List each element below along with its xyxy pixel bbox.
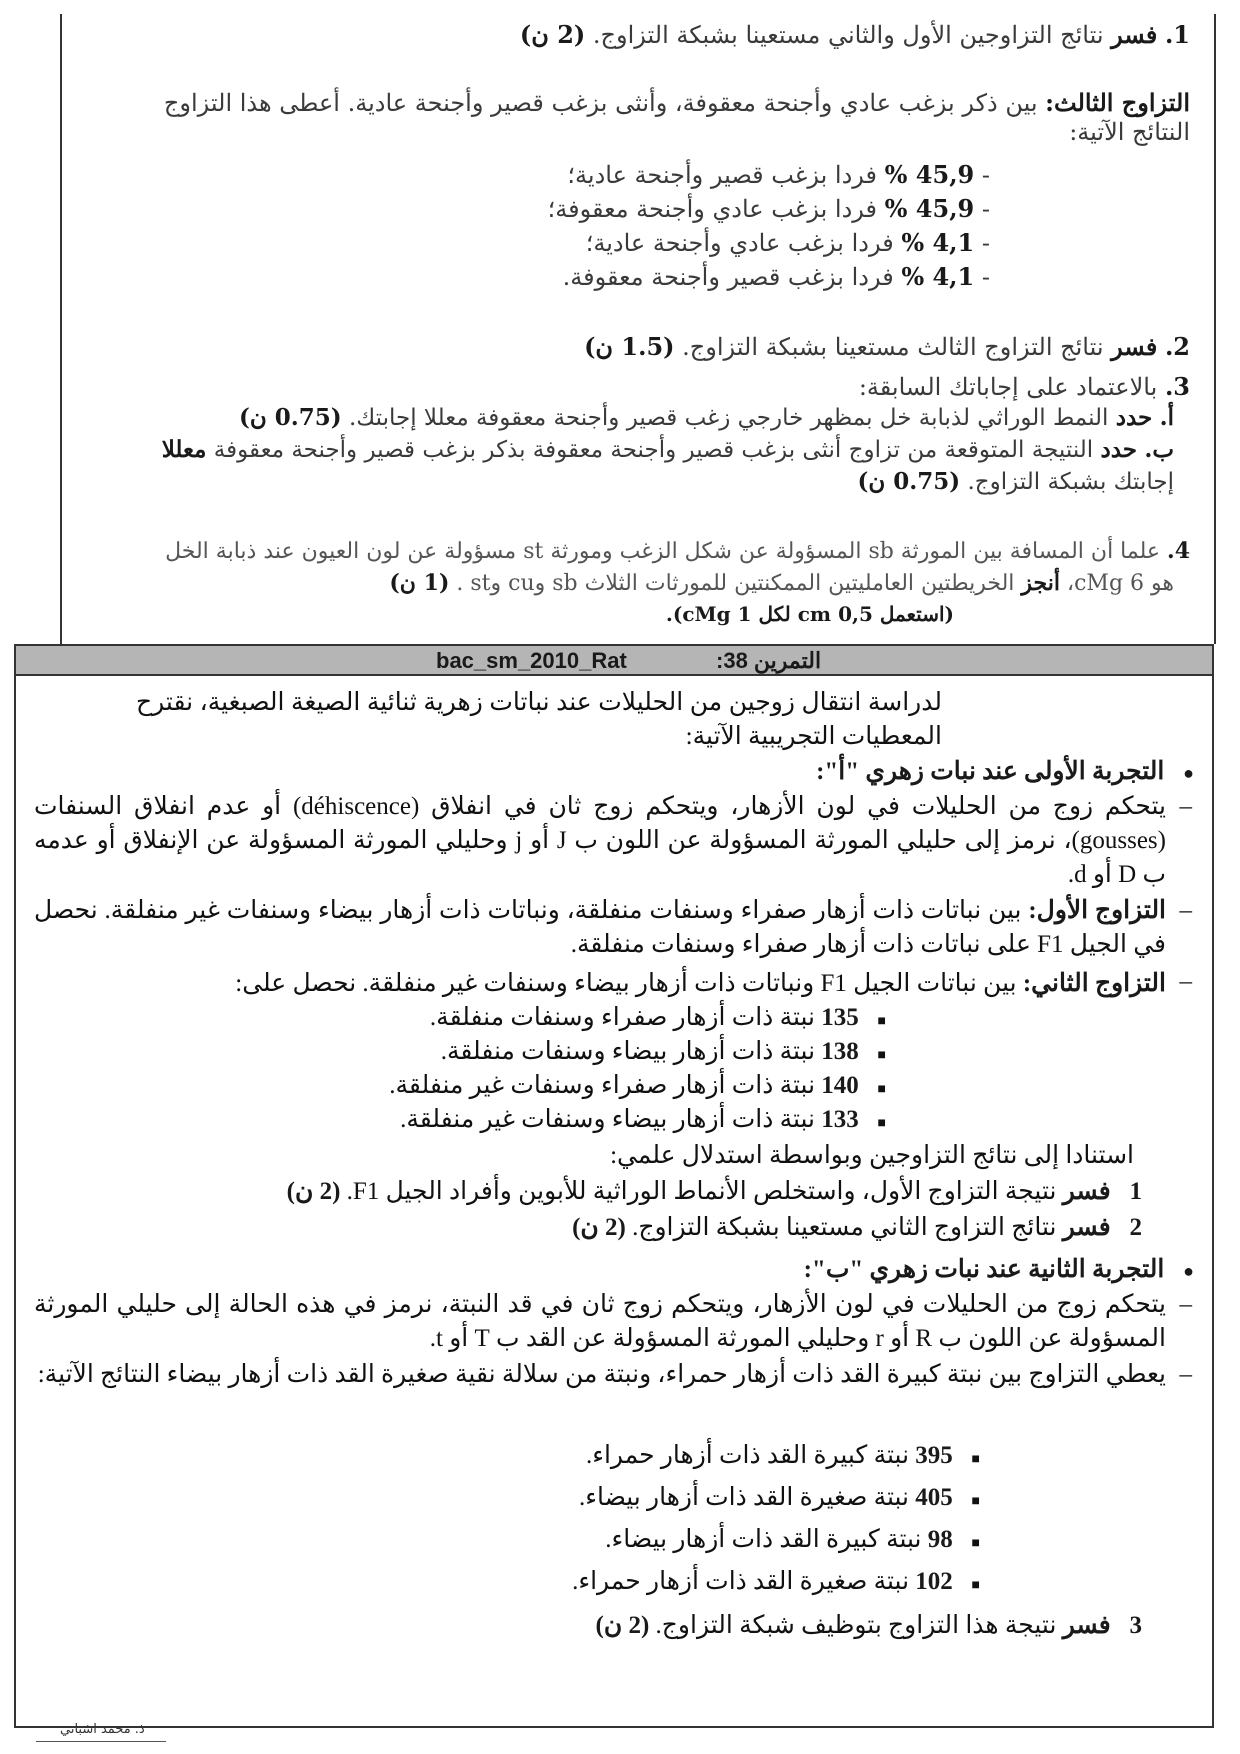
- list-item: ■ 395 نبتة كبيرة القد ذات أزهار حمراء.: [585, 1442, 980, 1469]
- result-item: - 4,1 % فردا بزغب قصير وأجنحة معقوفة.: [562, 262, 990, 291]
- list-item: ■ 405 نبتة صغيرة القد ذات أزهار بيضاء.: [578, 1484, 980, 1511]
- page-bottom-border: [14, 1726, 1214, 1728]
- question-4-line-2: هو 6 cMg، أنجز الخريطتين العامليتين الممكنتين للمورثات الثلاث sb وcu وst . (1 ن): [389, 570, 1174, 596]
- intro-paragraph: لدراسة انتقال زوجين من الحليلات عند نباتات زهرية ثنائية الصيغة الصبغية، نقترح المعطيات التجريبية الآتية:: [136, 689, 942, 750]
- experiment-2-description: – يتحكم زوج من الحليلات في لون الأزهار، ويتحكم زوج ثان في قد النبتة، نرمز في هذه الحالة إلى حليلي المورثة المسؤولة عن اللون ب R أو r وحليلي المورثة المسؤولة عن القد ب T أو t.: [34, 1291, 1192, 1352]
- list-item: ■ 135 نبتة ذات أزهار صفراء وسنفات منفلقة.: [429, 1004, 886, 1031]
- reasoning-lead: استنادا إلى نتائج التزاوجين وبواسطة استدلال علمي:: [610, 1142, 1134, 1169]
- list-item: ■ 102 نبتة صغيرة القد ذات أزهار حمراء.: [572, 1568, 980, 1595]
- upper-section: [60, 14, 1216, 644]
- square-bullet-icon: ■: [877, 1116, 886, 1131]
- question-4-line-1: 4. علما أن المسافة بين المورثة sb المسؤولة عن شكل الزغب ومورثة st مسؤولة عن لون العيون عند ذبابة الخل: [165, 538, 1190, 564]
- question-3a: أ. حدد النمط الوراثي لذبابة خل بمظهر خارجي زغب قصير وأجنحة معقوفة معللا إجابتك. (0.75 ن): [238, 404, 1174, 431]
- question-4-note: (استعمل 0,5 cm لكل 1 cMg).: [665, 602, 954, 626]
- question-2: 2. فسر نتائج التزاوج الثالث مستعينا بشبكة التزاوج. (1.5 ن): [584, 332, 1190, 361]
- experiment-1-question-2: 2 فسر نتائج التزاوج الثاني مستعينا بشبكة التزاوج. (2 ن): [572, 1214, 1142, 1241]
- exercise-title-bar: [14, 644, 1214, 676]
- square-bullet-icon: ■: [971, 1578, 980, 1593]
- cross-3-line-1: التزاوج الثالث: بين ذكر بزغب عادي وأجنحة معقوفة، وأنثى بزغب قصير وأجنحة عادية. أعطى هذا التزاوج: [163, 88, 1190, 117]
- question-3b-cont: إجابتك بشبكة التزاوج. (0.75 ن): [857, 468, 1174, 495]
- lower-section: [14, 676, 1214, 1726]
- question-3b: ب. حدد النتيجة المتوقعة من تزاوج أنثى بزغب قصير وأجنحة معقوفة بذكر بزغب قصير وأجنحة معقوفة معللا: [161, 436, 1174, 463]
- experiment-2-title: ● التجربة الثانية عند نبات زهري "ب":: [804, 1254, 1194, 1284]
- question-1: 1. فسر نتائج التزاوجين الأول والثاني مستعينا بشبكة التزاوج. (2 ن): [519, 20, 1190, 49]
- experiment-1-description: – يتحكم زوج من الحليلات في لون الأزهار، ويتحكم زوج ثان في انفلاق (déhiscence) أو عدم انفلاق السنفات (gousses)، نرمز إلى حليلي المورثة المسؤولة عن اللون ب J أو j وحليلي المورثة المسؤولة عن الإنفلاق أو عدمه ب D أو d.: [34, 793, 1192, 888]
- list-item: ■ 138 نبتة ذات أزهار بيضاء وسنفات منفلقة.: [440, 1038, 886, 1065]
- result-item: - 45,9 % فردا بزغب عادي وأجنحة معقوفة؛: [547, 194, 990, 223]
- experiment-1-cross-2: – التزاوج الثاني: بين نباتات الجيل F1 ونباتات ذات أزهار بيضاء وسنفات غير منفلقة. نحصل على:: [235, 968, 1192, 997]
- list-item: ■ 133 نبتة ذات أزهار بيضاء وسنفات غير منفلقة.: [400, 1106, 886, 1133]
- result-item: - 4,1 % فردا بزغب عادي وأجنحة عادية؛: [585, 228, 990, 257]
- experiment-2-cross: – يعطي التزاوج بين نبتة كبيرة القد ذات أزهار حمراء، ونبتة من سلالة نقية صغيرة القد ذات أزهار بيضاء النتائج الآتية:: [37, 1361, 1192, 1388]
- square-bullet-icon: ■: [877, 1082, 886, 1097]
- exercise-number: التمرين 38:: [716, 648, 822, 673]
- experiment-2-question-3: 3 فسر نتيجة هذا التزاوج بتوظيف شبكة التزاوج. (2 ن): [595, 1612, 1142, 1639]
- bullet-icon: [1183, 758, 1194, 785]
- experiment-1-question-1: 1 فسر نتيجة التزاوج الأول، واستخلص الأنماط الوراثية للأبوين وأفراد الجيل F1. (2 ن): [286, 1178, 1142, 1205]
- author-credit: ذ. محمد اشباني: [60, 1722, 145, 1737]
- square-bullet-icon: ■: [877, 1014, 886, 1029]
- square-bullet-icon: ■: [971, 1536, 980, 1551]
- cross-3-line-2: النتائج الآتية:: [1069, 118, 1190, 146]
- experiment-1-title: ● التجربة الأولى عند نبات زهري "أ":: [816, 756, 1194, 786]
- exam-code: bac_sm_2010_Rat: [436, 648, 627, 673]
- list-item: ■ 140 نبتة ذات أزهار صفراء وسنفات غير منفلقة.: [389, 1072, 886, 1099]
- square-bullet-icon: ■: [877, 1048, 886, 1063]
- experiment-1-cross-1: – التزاوج الأول: بين نباتات ذات أزهار صفراء وسنفات منفلقة، ونباتات ذات أزهار بيضاء وسنفات غير منفلقة. نحصل في الجيل F1 على نباتات ذات أزهار صفراء وسنفات منفلقة.: [34, 897, 1192, 958]
- bullet-icon: [1183, 1256, 1194, 1283]
- list-item: ■ 98 نبتة كبيرة القد ذات أزهار بيضاء.: [605, 1526, 980, 1553]
- footer-underline: [36, 1741, 166, 1742]
- result-item: - 45,9 % فردا بزغب قصير وأجنحة عادية؛: [567, 160, 990, 189]
- square-bullet-icon: ■: [971, 1494, 980, 1509]
- question-3-intro: 3. بالاعتماد على إجاباتك السابقة:: [858, 372, 1190, 401]
- square-bullet-icon: ■: [971, 1452, 980, 1467]
